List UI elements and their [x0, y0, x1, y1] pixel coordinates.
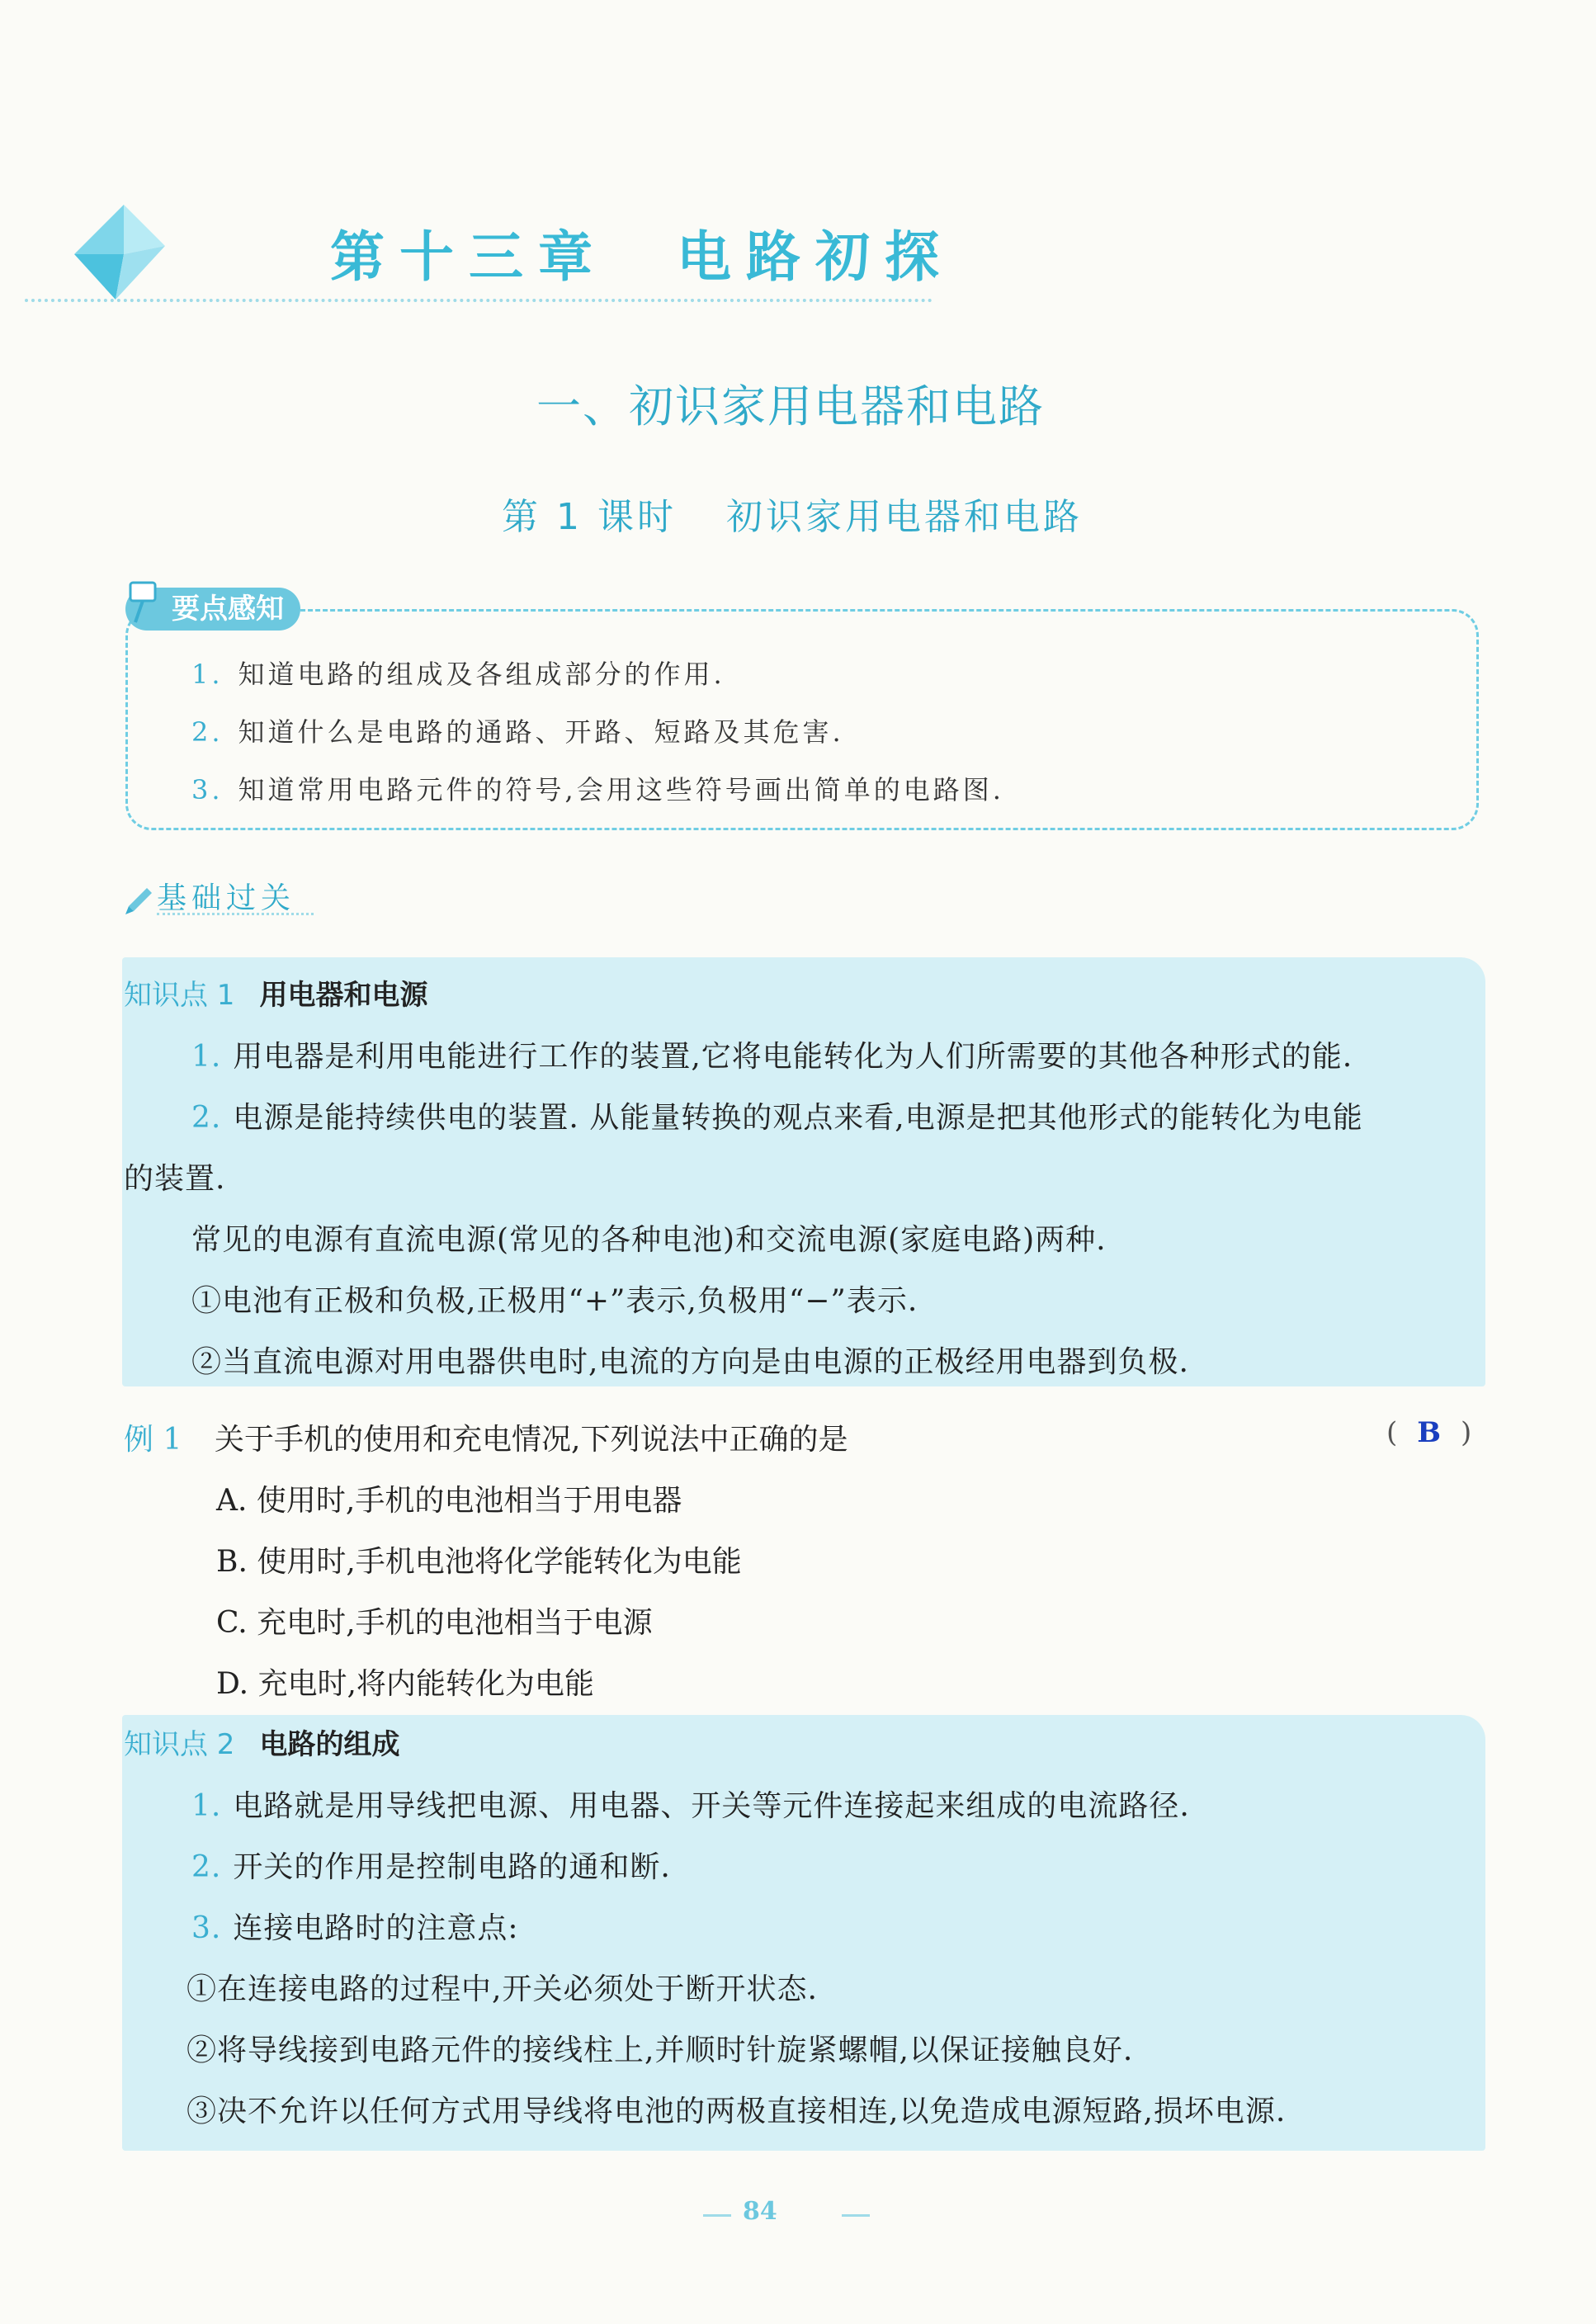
chapter-divider	[25, 299, 933, 302]
example-option-a: A. 使用时,手机的电池相当于用电器	[216, 1484, 682, 1518]
knowledge-line: 1. 电路就是用导线把电源、用电器、开关等元件连接起来组成的电流路径.	[191, 1789, 1190, 1823]
example-option-d: D. 充电时,将内能转化为电能	[216, 1667, 594, 1701]
lesson-title	[502, 487, 1083, 540]
chapter-emblem-icon	[66, 196, 173, 304]
lesson-name: 初识家用电器和电路	[725, 496, 1083, 538]
example-question: 关于手机的使用和充电情况,下列说法中正确的是	[215, 1423, 848, 1457]
knowledge-panel-1	[122, 957, 1485, 1386]
pencil-icon	[124, 881, 157, 914]
knowledge-line: 2. 电源是能持续供电的装置. 从能量转换的观点来看,电源是把其他形式的能转化为电能	[191, 1101, 1363, 1135]
knowledge-line: 的装置.	[124, 1162, 226, 1196]
knowledge-line: 常见的电源有直流电源(常见的各种电池)和交流电源(家庭电路)两种.	[191, 1223, 1107, 1257]
lesson-number: 第 1 课时	[502, 496, 677, 538]
page-number-dash	[842, 2214, 870, 2217]
basic-section-title: 基础过关	[157, 881, 296, 915]
example-answer: (B)	[1386, 1416, 1492, 1449]
pushpin-icon	[124, 578, 167, 626]
key-point-item: 1. 知道电路的组成及各组成部分的作用.	[191, 659, 725, 690]
knowledge-line: ②将导线接到电路元件的接线柱上,并顺时针旋紧螺帽,以保证接触良好.	[187, 2034, 1134, 2067]
page-number: 84	[743, 2197, 777, 2226]
knowledge-heading-1: 知识点 1 用电器和电源	[124, 979, 428, 1012]
chapter-title: 第十三章 电路初探	[330, 225, 954, 289]
knowledge-line: ①电池有正极和负极,正极用“+”表示,负极用“−”表示.	[191, 1284, 918, 1318]
example-label: 例 1	[124, 1423, 182, 1457]
section-title: 一、初识家用电器和电路	[536, 380, 1045, 432]
knowledge-line: 2. 开关的作用是控制电路的通和断.	[191, 1850, 671, 1884]
key-points-tag: 要点感知	[125, 588, 300, 631]
key-point-item: 2. 知道什么是电路的通路、开路、短路及其危害.	[191, 716, 844, 748]
knowledge-line: 1. 用电器是利用电能进行工作的装置,它将电能转化为人们所需要的其他各种形式的能.	[191, 1040, 1353, 1074]
knowledge-heading-2: 知识点 2 电路的组成	[124, 1728, 400, 1761]
key-point-item: 3. 知道常用电路元件的符号,会用这些符号画出简单的电路图.	[191, 774, 1004, 805]
page-number-dash	[703, 2214, 731, 2217]
example-option-b: B. 使用时,手机电池将化学能转化为电能	[216, 1545, 742, 1579]
basic-divider	[157, 913, 314, 915]
knowledge-line: ③决不允许以任何方式用导线将电池的两极直接相连,以免造成电源短路,损坏电源.	[187, 2095, 1287, 2128]
knowledge-line: ①在连接电路的过程中,开关必须处于断开状态.	[187, 1972, 818, 2006]
knowledge-line: 3. 连接电路时的注意点:	[191, 1911, 519, 1945]
example-option-c: C. 充电时,手机的电池相当于电源	[216, 1606, 653, 1640]
knowledge-line: ②当直流电源对用电器供电时,电流的方向是由电源的正极经用电器到负极.	[191, 1345, 1189, 1379]
answer-choice: B	[1417, 1416, 1461, 1449]
